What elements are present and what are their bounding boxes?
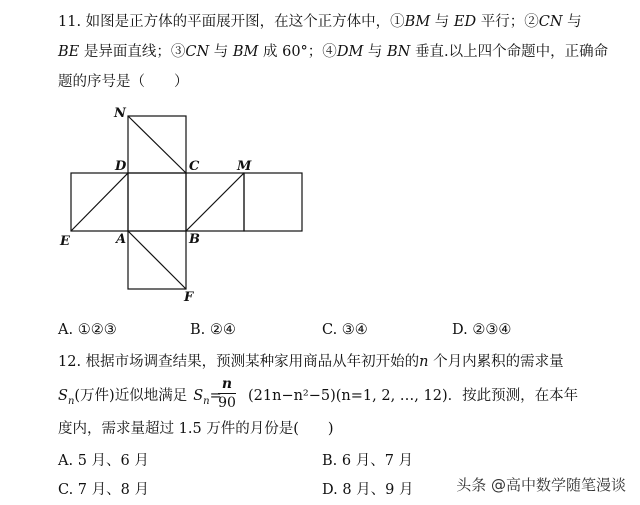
q11-text: 与 xyxy=(562,14,582,30)
label-f: F xyxy=(184,290,194,305)
label-n: N xyxy=(114,106,126,121)
q11-text: 11. 如图是正方体的平面展开图，在这个正方体中，① xyxy=(58,14,405,30)
fraction-numerator: n xyxy=(221,376,233,392)
text-with: 与 xyxy=(209,44,233,60)
label-e: E xyxy=(60,234,70,249)
segment-bm: BM xyxy=(404,14,431,30)
q12-text: 个月内累积的需求量 xyxy=(428,354,564,370)
q12-formula: (21n−n²−5)(n=1, 2, …, 12)．按此预测，在本年 xyxy=(248,388,579,404)
fraction-denominator: 90 xyxy=(218,395,236,411)
q11-option-c[interactable]: C. ③④ xyxy=(322,322,368,338)
segment-bn: BN xyxy=(387,44,411,60)
q11-text: 垂直.以上四个命题中，正确命 xyxy=(410,44,609,60)
segment-ed: ED xyxy=(453,14,477,30)
label-c: C xyxy=(189,159,200,174)
q12-line-3: 度内，需求量超过 1.5 万件的月份是( ) xyxy=(58,421,334,437)
var-s: S xyxy=(58,388,68,404)
q12-text: 12. 根据市场调查结果，预测某种家用商品从年初开始的 xyxy=(58,354,420,370)
fraction-bar xyxy=(218,393,236,394)
diag-af xyxy=(128,231,186,289)
var-s-subscript: n xyxy=(203,395,210,407)
var-s-subscript: n xyxy=(67,395,75,407)
q11-text: 是异面直线；③ xyxy=(79,44,186,60)
label-d: D xyxy=(115,159,127,174)
q12-option-d[interactable]: D. 8 月、9 月 xyxy=(322,482,414,498)
equals-sign: = xyxy=(209,388,222,404)
segment-cn: CN xyxy=(185,44,210,60)
net-face-4 xyxy=(244,173,302,231)
var-n: n xyxy=(419,354,429,370)
watermark: 头条 @高中数学随笔漫谈 xyxy=(456,476,626,494)
q12-option-b[interactable]: B. 6 月、7 月 xyxy=(322,453,414,469)
q12-option-a[interactable]: A. 5 月、6 月 xyxy=(58,453,149,469)
text-with: 与 xyxy=(363,44,388,60)
q11-option-a[interactable]: A. ①②③ xyxy=(58,322,117,338)
q12-text: (万件)近似地满足 xyxy=(74,388,188,404)
text-with: 与 xyxy=(430,14,454,30)
label-a: A xyxy=(116,232,127,247)
diag-nc xyxy=(128,116,186,173)
label-b: B xyxy=(189,232,200,247)
segment-be: BE xyxy=(58,44,80,60)
segment-dm: DM xyxy=(336,44,364,60)
fraction xyxy=(218,376,236,411)
segment-cn: CN xyxy=(538,14,563,30)
segment-bm: BM xyxy=(232,44,259,60)
q11-text: 题的序号是（ ） xyxy=(58,74,189,90)
diag-ed xyxy=(71,173,128,231)
q12-line-1 xyxy=(58,352,564,372)
net-face-2 xyxy=(128,173,186,231)
label-m: M xyxy=(237,159,252,174)
q11-text: 成 60°；④ xyxy=(258,44,337,60)
q11-text: 平行；② xyxy=(476,14,539,30)
diag-bm xyxy=(186,173,244,231)
q11-option-b[interactable]: B. ②④ xyxy=(190,322,236,338)
var-s: S xyxy=(193,388,204,404)
q12-option-c[interactable]: C. 7 月、8 月 xyxy=(58,482,149,498)
q11-option-d[interactable]: D. ②③④ xyxy=(452,322,512,338)
q12-line-2 xyxy=(58,386,222,412)
